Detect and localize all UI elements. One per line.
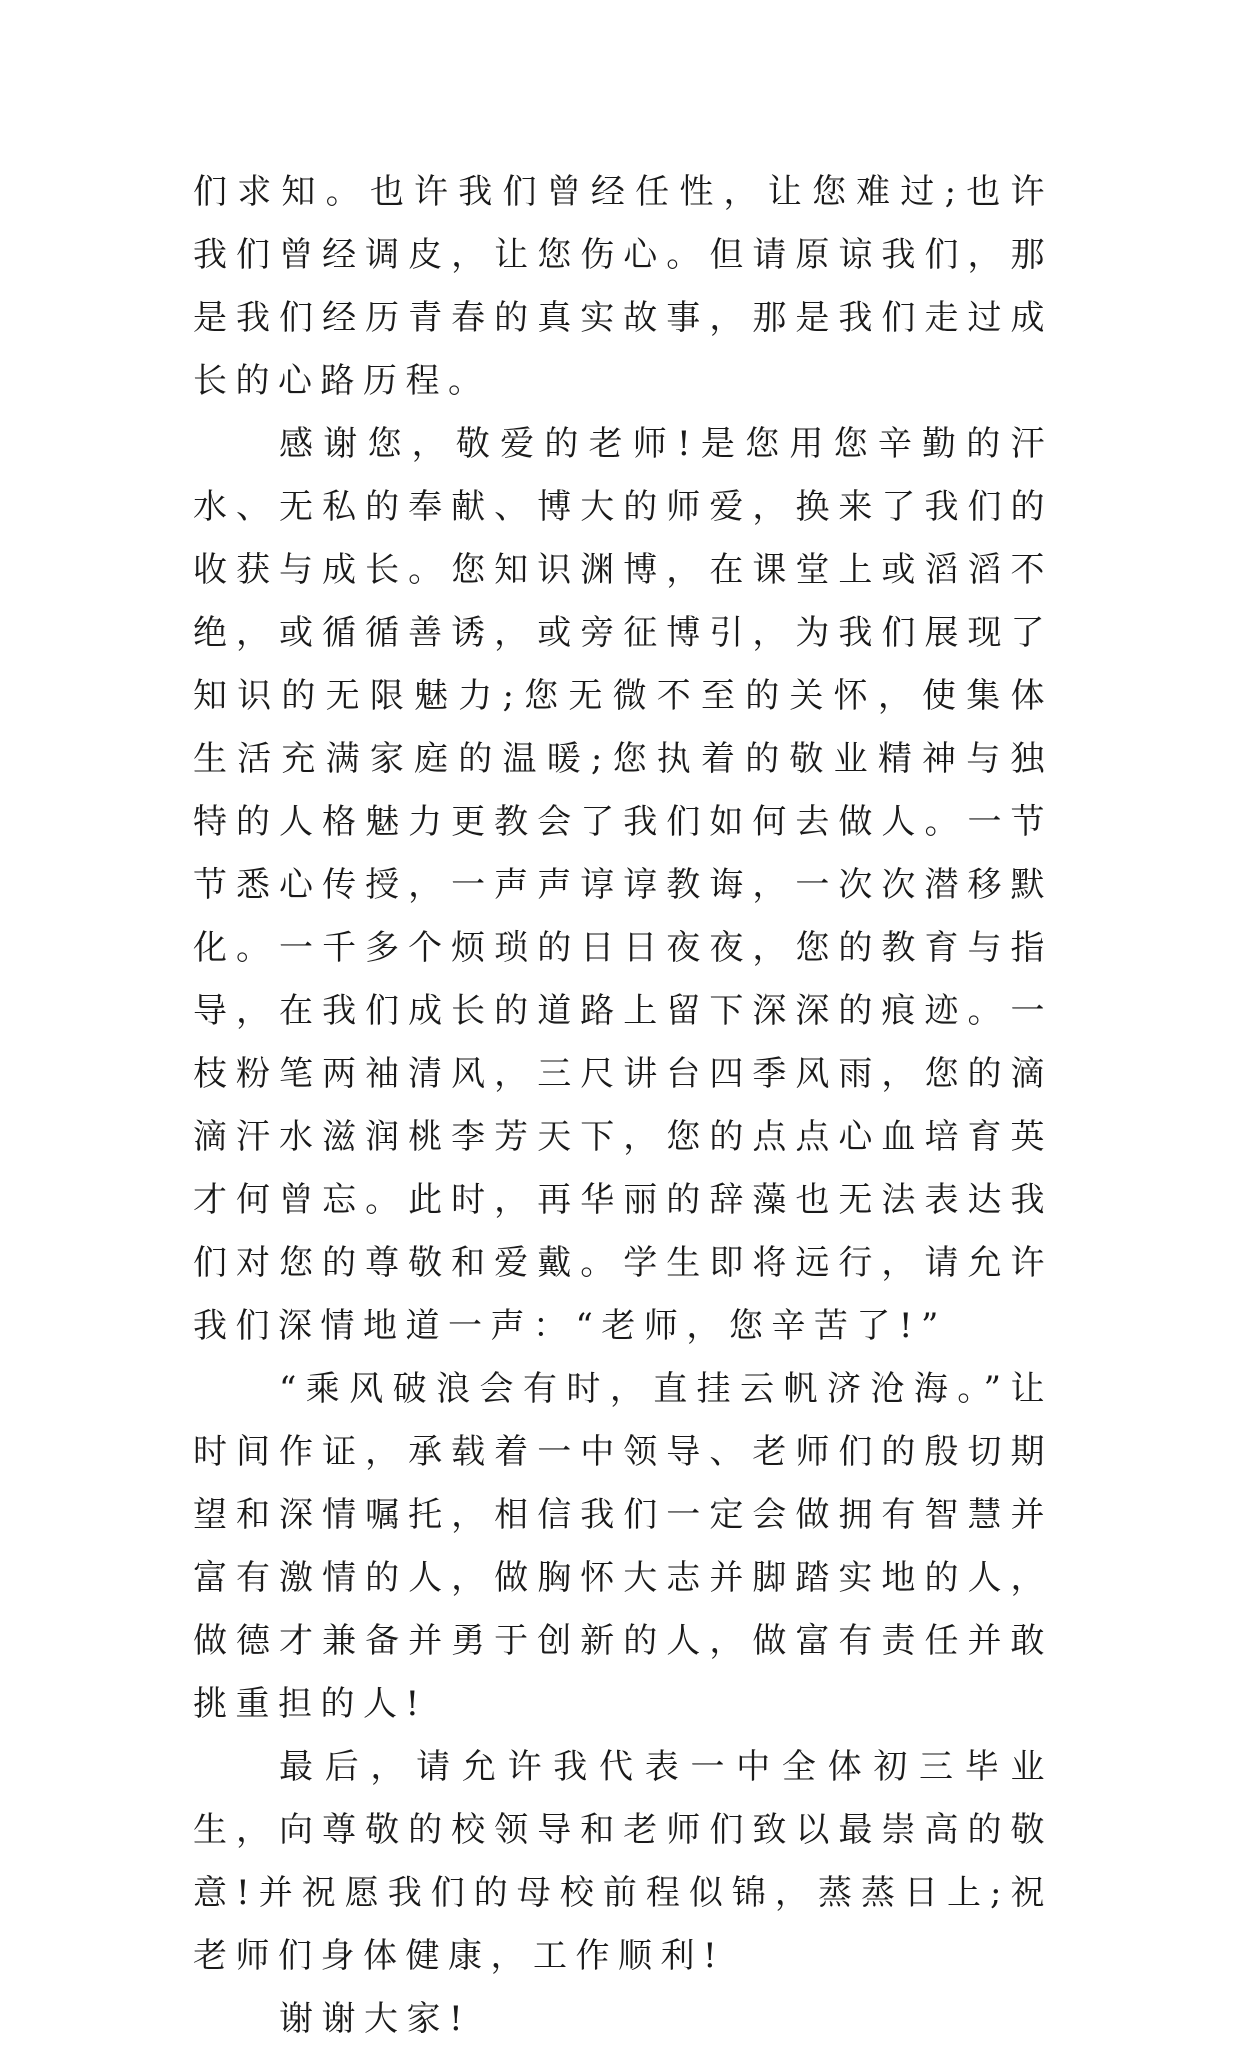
paragraph-4: 最后，请允许我代表一中全体初三毕业生，向尊敬的校领导和老师们致以最崇高的敬意!并祝愿我们的母校前程似锦，蒸蒸日上;祝老师们身体健康，工作顺利! <box>193 1747 1053 1976</box>
paragraph-1: 们求知。也许我们曾经任性，让您难过;也许我们曾经调皮，让您伤心。但请原谅我们，那是我们经历青春的真实故事，那是我们走过成长的心路历程。 <box>193 172 1053 401</box>
paragraph-5: 谢谢大家! <box>279 1999 472 2039</box>
paragraph-3: “乘风破浪会有时，直挂云帆济沧海。”让时间作证，承载着一中领导、老师们的殷切期望和深情嘱托，相信我们一定会做拥有智慧并富有激情的人，做胸怀大志并脚踏实地的人，做德才兼备并勇于创新的人，做富有责任并敢挑重担的人! <box>193 1369 1053 1724</box>
paragraph-2: 感谢您，敬爱的老师!是您用您辛勤的汗水、无私的奉献、博大的师爱，换来了我们的收获与成长。您知识渊博，在课堂上或滔滔不绝，或循循善诱，或旁征博引，为我们展现了知识的无限魅力;您无微不至的关怀，使集体生活充满家庭的温暖;您执着的敬业精神与独特的人格魅力更教会了我们如何去做人。一节节悉心传授，一声声谆谆教诲，一次次潜移默化。一千多个烦琐的日日夜夜，您的教育与指导，在我们成长的道路上留下深深的痕迹。一枝粉笔两袖清风，三尺讲台四季风雨，您的滴滴汗水滋润桃李芳天下，您的点点心血培育英才何曾忘。此时，再华丽的辞藻也无法表达我们对您的尊敬和爱戴。学生即将远行，请允许我们深情地道一声：“老师，您辛苦了!” <box>193 424 1053 1346</box>
document-body <box>193 161 1053 2051</box>
